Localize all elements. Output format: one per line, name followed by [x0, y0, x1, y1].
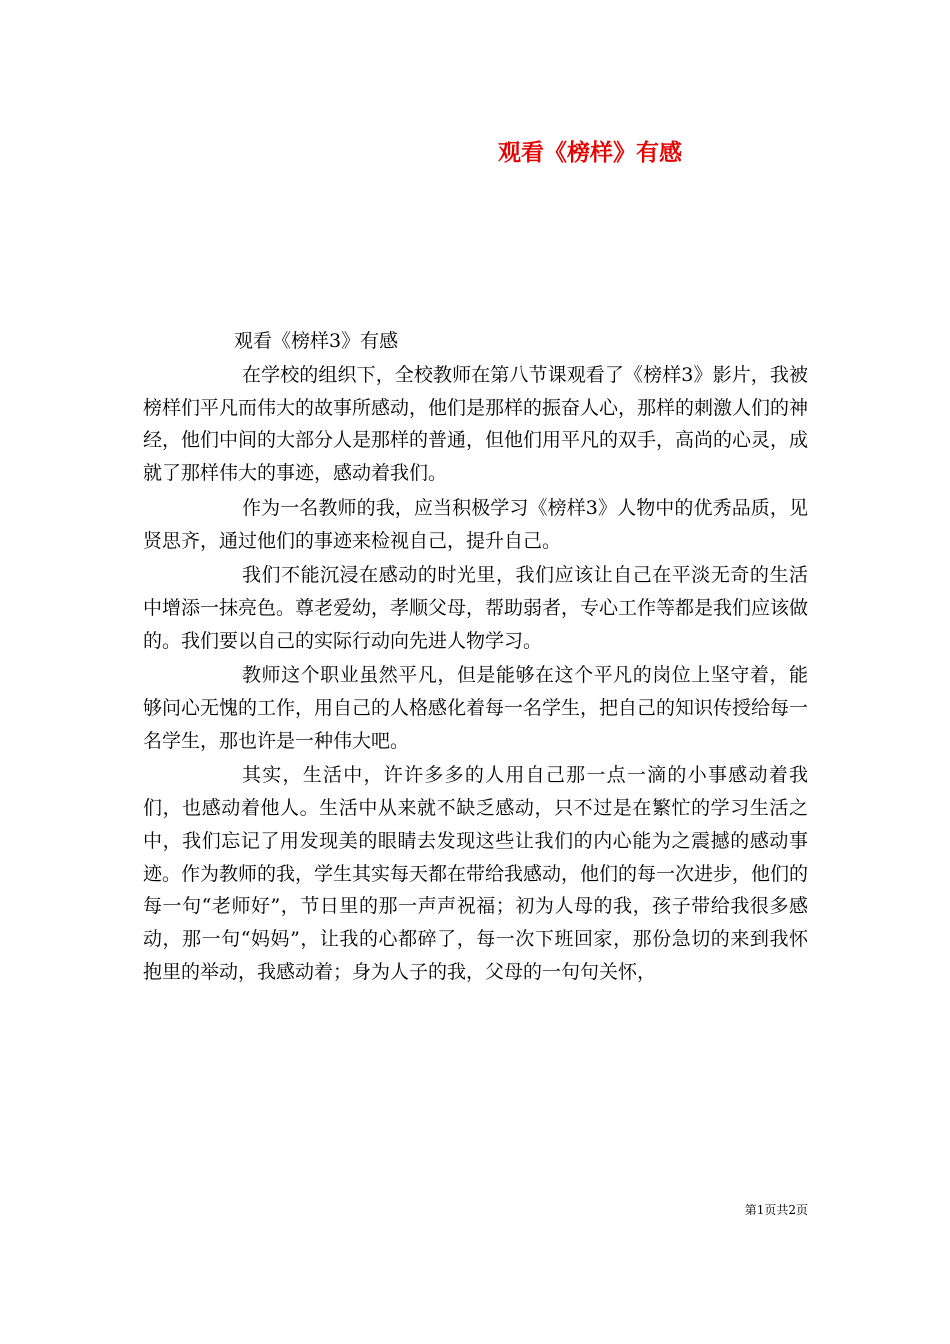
paragraph-4: 教师这个职业虽然平凡，但是能够在这个平凡的岗位上坚守着，能够问心无愧的工作，用自己的人格感化着每一名学生，把自己的知识传授给每一名学生，那也许是一种伟大吧。: [143, 664, 809, 752]
paragraph-3: 我们不能沉浸在感动的时光里，我们应该让自己在平淡无奇的生活中增添一抹亮色。尊老爱幼，孝顺父母，帮助弱者，专心工作等都是我们应该做的。我们要以自己的实际行动向先进人物学习。: [143, 564, 809, 652]
document-title: 观看《榜样》有感: [498, 139, 682, 166]
paragraph-1: 在学校的组织下，全校教师在第八节课观看了《榜样3》影片，我被榜样们平凡而伟大的故事所感动，他们是那样的振奋人心，那样的刺激人们的神经，他们中间的大部分人是那样的普通，但他们用平凡的双手，高尚的心灵，成就了那样伟大的事迹，感动着我们。: [143, 364, 809, 485]
paragraph-5: 其实，生活中，许许多多的人用自己那一点一滴的小事感动着我们，也感动着他人。生活中从来就不缺乏感动，只不过是在繁忙的学习生活之中，我们忘记了用发现美的眼睛去发现这些让我们的内心能为之震撼的感动事迹。作为教师的我，学生其实每天都在带给我感动，他们的每一次进步，他们的每一句“老师好”，节日里的那一声声祝福；初为人母的我，孩子带给我很多感动，那一句“妈妈”，让我的心都碎了，每一次下班回家，那份急切的来到我怀抱里的举动，我感动着；身为人子的我，父母的一句句关怀，: [143, 764, 809, 983]
page-number-footer: 第1页共2页: [744, 1203, 808, 1217]
document-subtitle: 观看《榜样3》有感: [234, 330, 399, 352]
paragraph-2: 作为一名教师的我，应当积极学习《榜样3》人物中的优秀品质，见贤思齐，通过他们的事迹来检视自己，提升自己。: [143, 496, 808, 552]
document-body: [143, 359, 808, 990]
